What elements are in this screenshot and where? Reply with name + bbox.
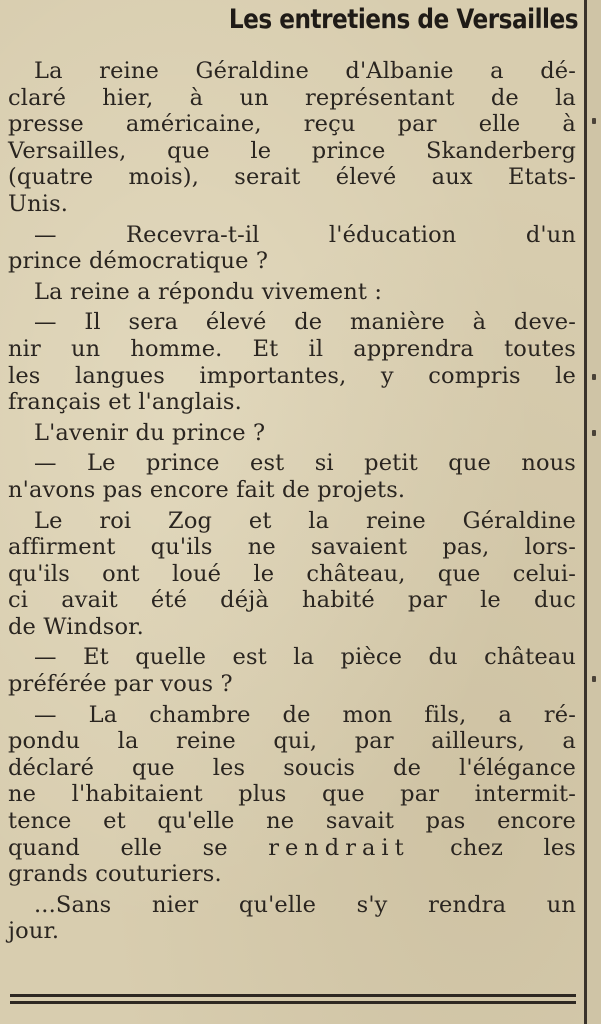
text-line: presse américaine, reçu par elle à xyxy=(8,111,576,138)
paragraph-question-room xyxy=(8,644,576,697)
text-line: — Recevra-t-il l'éducation d'un xyxy=(34,221,576,248)
article-headline: Les entretiens de Versailles xyxy=(228,4,578,35)
rule-line xyxy=(10,1001,576,1004)
text-line: — Il sera élevé de manière à deve- xyxy=(34,309,576,336)
paragraph-closing xyxy=(8,892,576,945)
paragraph-reply-future xyxy=(8,450,576,503)
text-line: jour. xyxy=(8,918,60,945)
text-line: n'avons pas encore fait de projets. xyxy=(8,476,406,503)
text-line: ...Sans nier qu'elle s'y rendra un xyxy=(34,891,576,918)
paragraph-question-education xyxy=(8,222,576,275)
text-line: Unis. xyxy=(8,190,69,217)
text-line: affirment qu'ils ne savaient pas, lors- xyxy=(8,534,576,561)
emphasis-spaced-word: rendrait xyxy=(268,834,410,861)
paragraph-reply xyxy=(8,309,576,415)
text-line: La reine Géraldine d'Albanie a dé- xyxy=(34,58,576,84)
text-line: claré hier, à un représentant de la xyxy=(8,84,576,111)
adjacent-column-mark xyxy=(592,118,596,124)
adjacent-column-mark xyxy=(592,430,596,436)
text-line: Versailles, que le prince Skanderberg xyxy=(8,137,576,164)
text-fragment: quand elle se xyxy=(8,834,228,861)
text-line: — Et quelle est la pièce du château xyxy=(34,644,576,671)
text-fragment: chez les xyxy=(450,834,576,861)
text-line: qu'ils ont loué le château, que celui- xyxy=(8,560,576,587)
text-line: préférée par vous ? xyxy=(8,671,233,698)
text-line: pondu la reine qui, par ailleurs, a xyxy=(8,728,576,755)
text-line: ne l'habitaient plus que par intermit- xyxy=(8,781,576,808)
text-line: tence et qu'elle ne savait pas encore xyxy=(8,808,576,835)
paragraph-chateau xyxy=(8,508,576,641)
text-line: prince démocratique ? xyxy=(8,248,269,275)
paragraph-reply-room xyxy=(8,702,576,888)
text-line: Le roi Zog et la reine Géraldine xyxy=(34,507,576,534)
text-line: ci avait été déjà habité par le duc xyxy=(8,587,576,614)
text-line: déclaré que les soucis de l'élégance xyxy=(8,754,576,781)
text-line-spaced xyxy=(8,835,576,862)
paragraph-reply-intro xyxy=(8,279,576,306)
rule-line xyxy=(10,994,576,997)
text-line: français et l'anglais. xyxy=(8,389,242,416)
text-line: grands couturiers. xyxy=(8,861,222,888)
adjacent-column-mark xyxy=(592,676,596,682)
text-line: — Le prince est si petit que nous xyxy=(34,450,576,477)
text-line: (quatre mois), serait élevé aux Etats- xyxy=(8,164,576,191)
text-line: L'avenir du prince ? xyxy=(34,419,266,446)
paragraph-intro xyxy=(8,58,576,218)
text-line: — La chambre de mon fils, a ré- xyxy=(34,701,576,728)
adjacent-column-mark xyxy=(592,374,596,380)
column-rule xyxy=(584,0,587,1024)
paragraph-question-future xyxy=(8,420,576,447)
text-line: La reine a répondu vivement : xyxy=(34,278,383,305)
text-line: les langues importantes, y compris le xyxy=(8,362,576,389)
article-body xyxy=(8,58,576,949)
text-line: de Windsor. xyxy=(8,613,144,640)
end-of-article-double-rule xyxy=(10,994,576,1004)
text-line: nir un homme. Et il apprendra toutes xyxy=(8,335,576,362)
adjacent-column-edge xyxy=(587,0,601,1024)
